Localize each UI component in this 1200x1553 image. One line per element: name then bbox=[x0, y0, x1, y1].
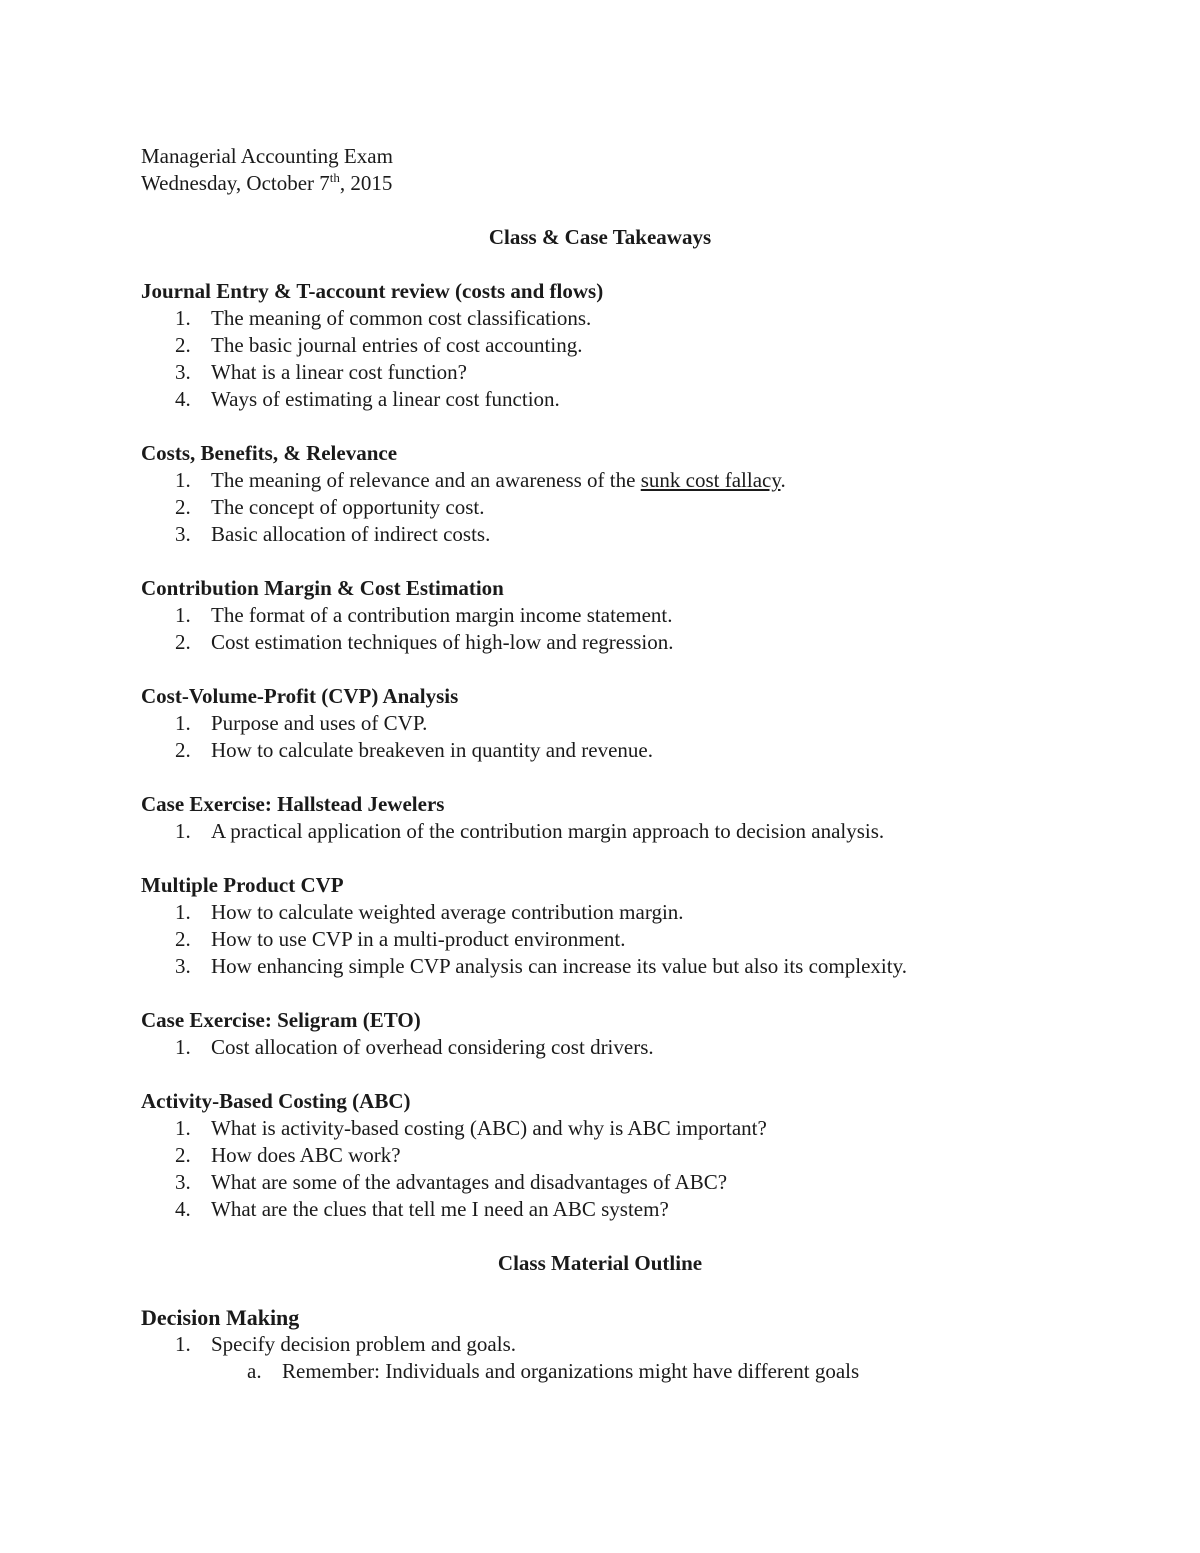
item-number: 1. bbox=[175, 306, 191, 330]
list-item bbox=[141, 602, 1061, 629]
sub-list bbox=[141, 1358, 1061, 1385]
section-title: Contribution Margin & Cost Estimation bbox=[141, 576, 504, 600]
section-title: Journal Entry & T-account review (costs and flows) bbox=[141, 279, 604, 303]
section-title: Case Exercise: Seligram (ETO) bbox=[141, 1008, 421, 1032]
item-number: 1. bbox=[175, 1332, 191, 1356]
date-suffix: , 2015 bbox=[339, 171, 393, 195]
list-item bbox=[141, 1331, 1061, 1358]
item-number: 2. bbox=[175, 738, 191, 762]
sub-item-text: Remember: Individuals and organizations might have different goals bbox=[282, 1359, 860, 1383]
item-text: What is activity-based costing (ABC) and why is ABC important? bbox=[211, 1116, 767, 1140]
item-text: How to calculate weighted average contribution margin. bbox=[211, 900, 684, 924]
item-text-end: . bbox=[780, 468, 786, 492]
item-text: The basic journal entries of cost accounting. bbox=[211, 333, 583, 357]
item-text: The meaning of relevance and an awareness of the bbox=[211, 468, 641, 492]
item-text: What are some of the advantages and disadvantages of ABC? bbox=[211, 1170, 728, 1194]
list-item bbox=[141, 953, 1061, 980]
section-list bbox=[141, 602, 1061, 656]
item-number: 2. bbox=[175, 927, 191, 951]
list-item bbox=[141, 1169, 1061, 1196]
underlined-term: sunk cost fallacy bbox=[640, 468, 781, 492]
section-list bbox=[141, 899, 1061, 980]
section-activity-based-costing bbox=[141, 1088, 1061, 1223]
item-number: 1. bbox=[175, 900, 191, 924]
list-item bbox=[141, 710, 1061, 737]
date-prefix: Wednesday, October 7 bbox=[141, 171, 330, 195]
section-cvp-analysis bbox=[141, 683, 1061, 764]
item-number: 1. bbox=[175, 468, 191, 492]
item-text: How to calculate breakeven in quantity and revenue. bbox=[211, 738, 653, 762]
item-number: 3. bbox=[175, 1170, 191, 1194]
item-number: 1. bbox=[175, 1035, 191, 1059]
item-text: What is a linear cost function? bbox=[211, 360, 467, 384]
section-title: Case Exercise: Hallstead Jewelers bbox=[141, 792, 445, 816]
item-text: Cost allocation of overhead considering cost drivers. bbox=[211, 1035, 654, 1059]
list-item bbox=[141, 1142, 1061, 1169]
list-item bbox=[141, 521, 1061, 548]
item-text: How does ABC work? bbox=[211, 1143, 401, 1167]
section-list bbox=[141, 1115, 1061, 1223]
section-journal-entry bbox=[141, 278, 1061, 413]
section-list bbox=[141, 305, 1061, 413]
list-item bbox=[141, 1034, 1061, 1061]
list-item bbox=[141, 926, 1061, 953]
list-item bbox=[141, 386, 1061, 413]
item-number: 3. bbox=[175, 954, 191, 978]
section-multiple-product-cvp bbox=[141, 872, 1061, 980]
document-page bbox=[141, 143, 1061, 1385]
list-item bbox=[141, 818, 1061, 845]
item-number: 3. bbox=[175, 522, 191, 546]
list-item bbox=[141, 332, 1061, 359]
sub-item-letter: a. bbox=[247, 1359, 262, 1383]
item-number: 4. bbox=[175, 1197, 191, 1221]
list-item bbox=[141, 1196, 1061, 1223]
item-number: 2. bbox=[175, 1143, 191, 1167]
section-list bbox=[141, 710, 1061, 764]
document-date bbox=[141, 170, 1061, 197]
section-title: Activity-Based Costing (ABC) bbox=[141, 1089, 411, 1113]
item-text: How enhancing simple CVP analysis can increase its value but also its complexity. bbox=[211, 954, 907, 978]
item-text: Cost estimation techniques of high-low and regression. bbox=[211, 630, 674, 654]
item-number: 1. bbox=[175, 1116, 191, 1140]
item-text: The format of a contribution margin income statement. bbox=[211, 603, 673, 627]
item-text: A practical application of the contribution margin approach to decision analysis. bbox=[211, 819, 885, 843]
list-item bbox=[141, 359, 1061, 386]
item-text: What are the clues that tell me I need an ABC system? bbox=[211, 1197, 669, 1221]
item-text: Ways of estimating a linear cost function. bbox=[211, 387, 560, 411]
list-item bbox=[141, 467, 1061, 494]
section-list bbox=[141, 1331, 1061, 1358]
takeaways-heading: Class & Case Takeaways bbox=[488, 225, 712, 249]
item-number: 1. bbox=[175, 603, 191, 627]
section-list bbox=[141, 467, 1061, 548]
section-title: Multiple Product CVP bbox=[141, 873, 344, 897]
section-hallstead-case bbox=[141, 791, 1061, 845]
item-text: The concept of opportunity cost. bbox=[211, 495, 485, 519]
list-item bbox=[141, 494, 1061, 521]
section-title: Cost-Volume-Profit (CVP) Analysis bbox=[141, 684, 459, 708]
list-item bbox=[141, 737, 1061, 764]
section-costs-benefits bbox=[141, 440, 1061, 548]
item-number: 2. bbox=[175, 630, 191, 654]
item-number: 1. bbox=[175, 819, 191, 843]
item-text: Purpose and uses of CVP. bbox=[211, 711, 428, 735]
list-item bbox=[141, 629, 1061, 656]
item-number: 3. bbox=[175, 360, 191, 384]
section-decision-making bbox=[141, 1304, 1061, 1385]
item-text: Basic allocation of indirect costs. bbox=[211, 522, 491, 546]
section-list bbox=[141, 1034, 1061, 1061]
item-text: How to use CVP in a multi-product environment. bbox=[211, 927, 626, 951]
item-number: 4. bbox=[175, 387, 191, 411]
document-title: Managerial Accounting Exam bbox=[141, 144, 393, 168]
item-text: The meaning of common cost classifications. bbox=[211, 306, 592, 330]
section-contribution-margin bbox=[141, 575, 1061, 656]
item-number: 1. bbox=[175, 711, 191, 735]
list-item bbox=[141, 1115, 1061, 1142]
section-seligram-case bbox=[141, 1007, 1061, 1061]
outline-heading: Class Material Outline bbox=[497, 1251, 703, 1275]
item-number: 2. bbox=[175, 333, 191, 357]
item-number: 2. bbox=[175, 495, 191, 519]
section-title: Decision Making bbox=[141, 1305, 300, 1330]
section-list bbox=[141, 818, 1061, 845]
sub-list-item bbox=[141, 1358, 1061, 1385]
item-text: Specify decision problem and goals. bbox=[211, 1332, 517, 1356]
date-superscript: th bbox=[329, 170, 340, 185]
section-title: Costs, Benefits, & Relevance bbox=[141, 441, 398, 465]
list-item bbox=[141, 899, 1061, 926]
list-item bbox=[141, 305, 1061, 332]
